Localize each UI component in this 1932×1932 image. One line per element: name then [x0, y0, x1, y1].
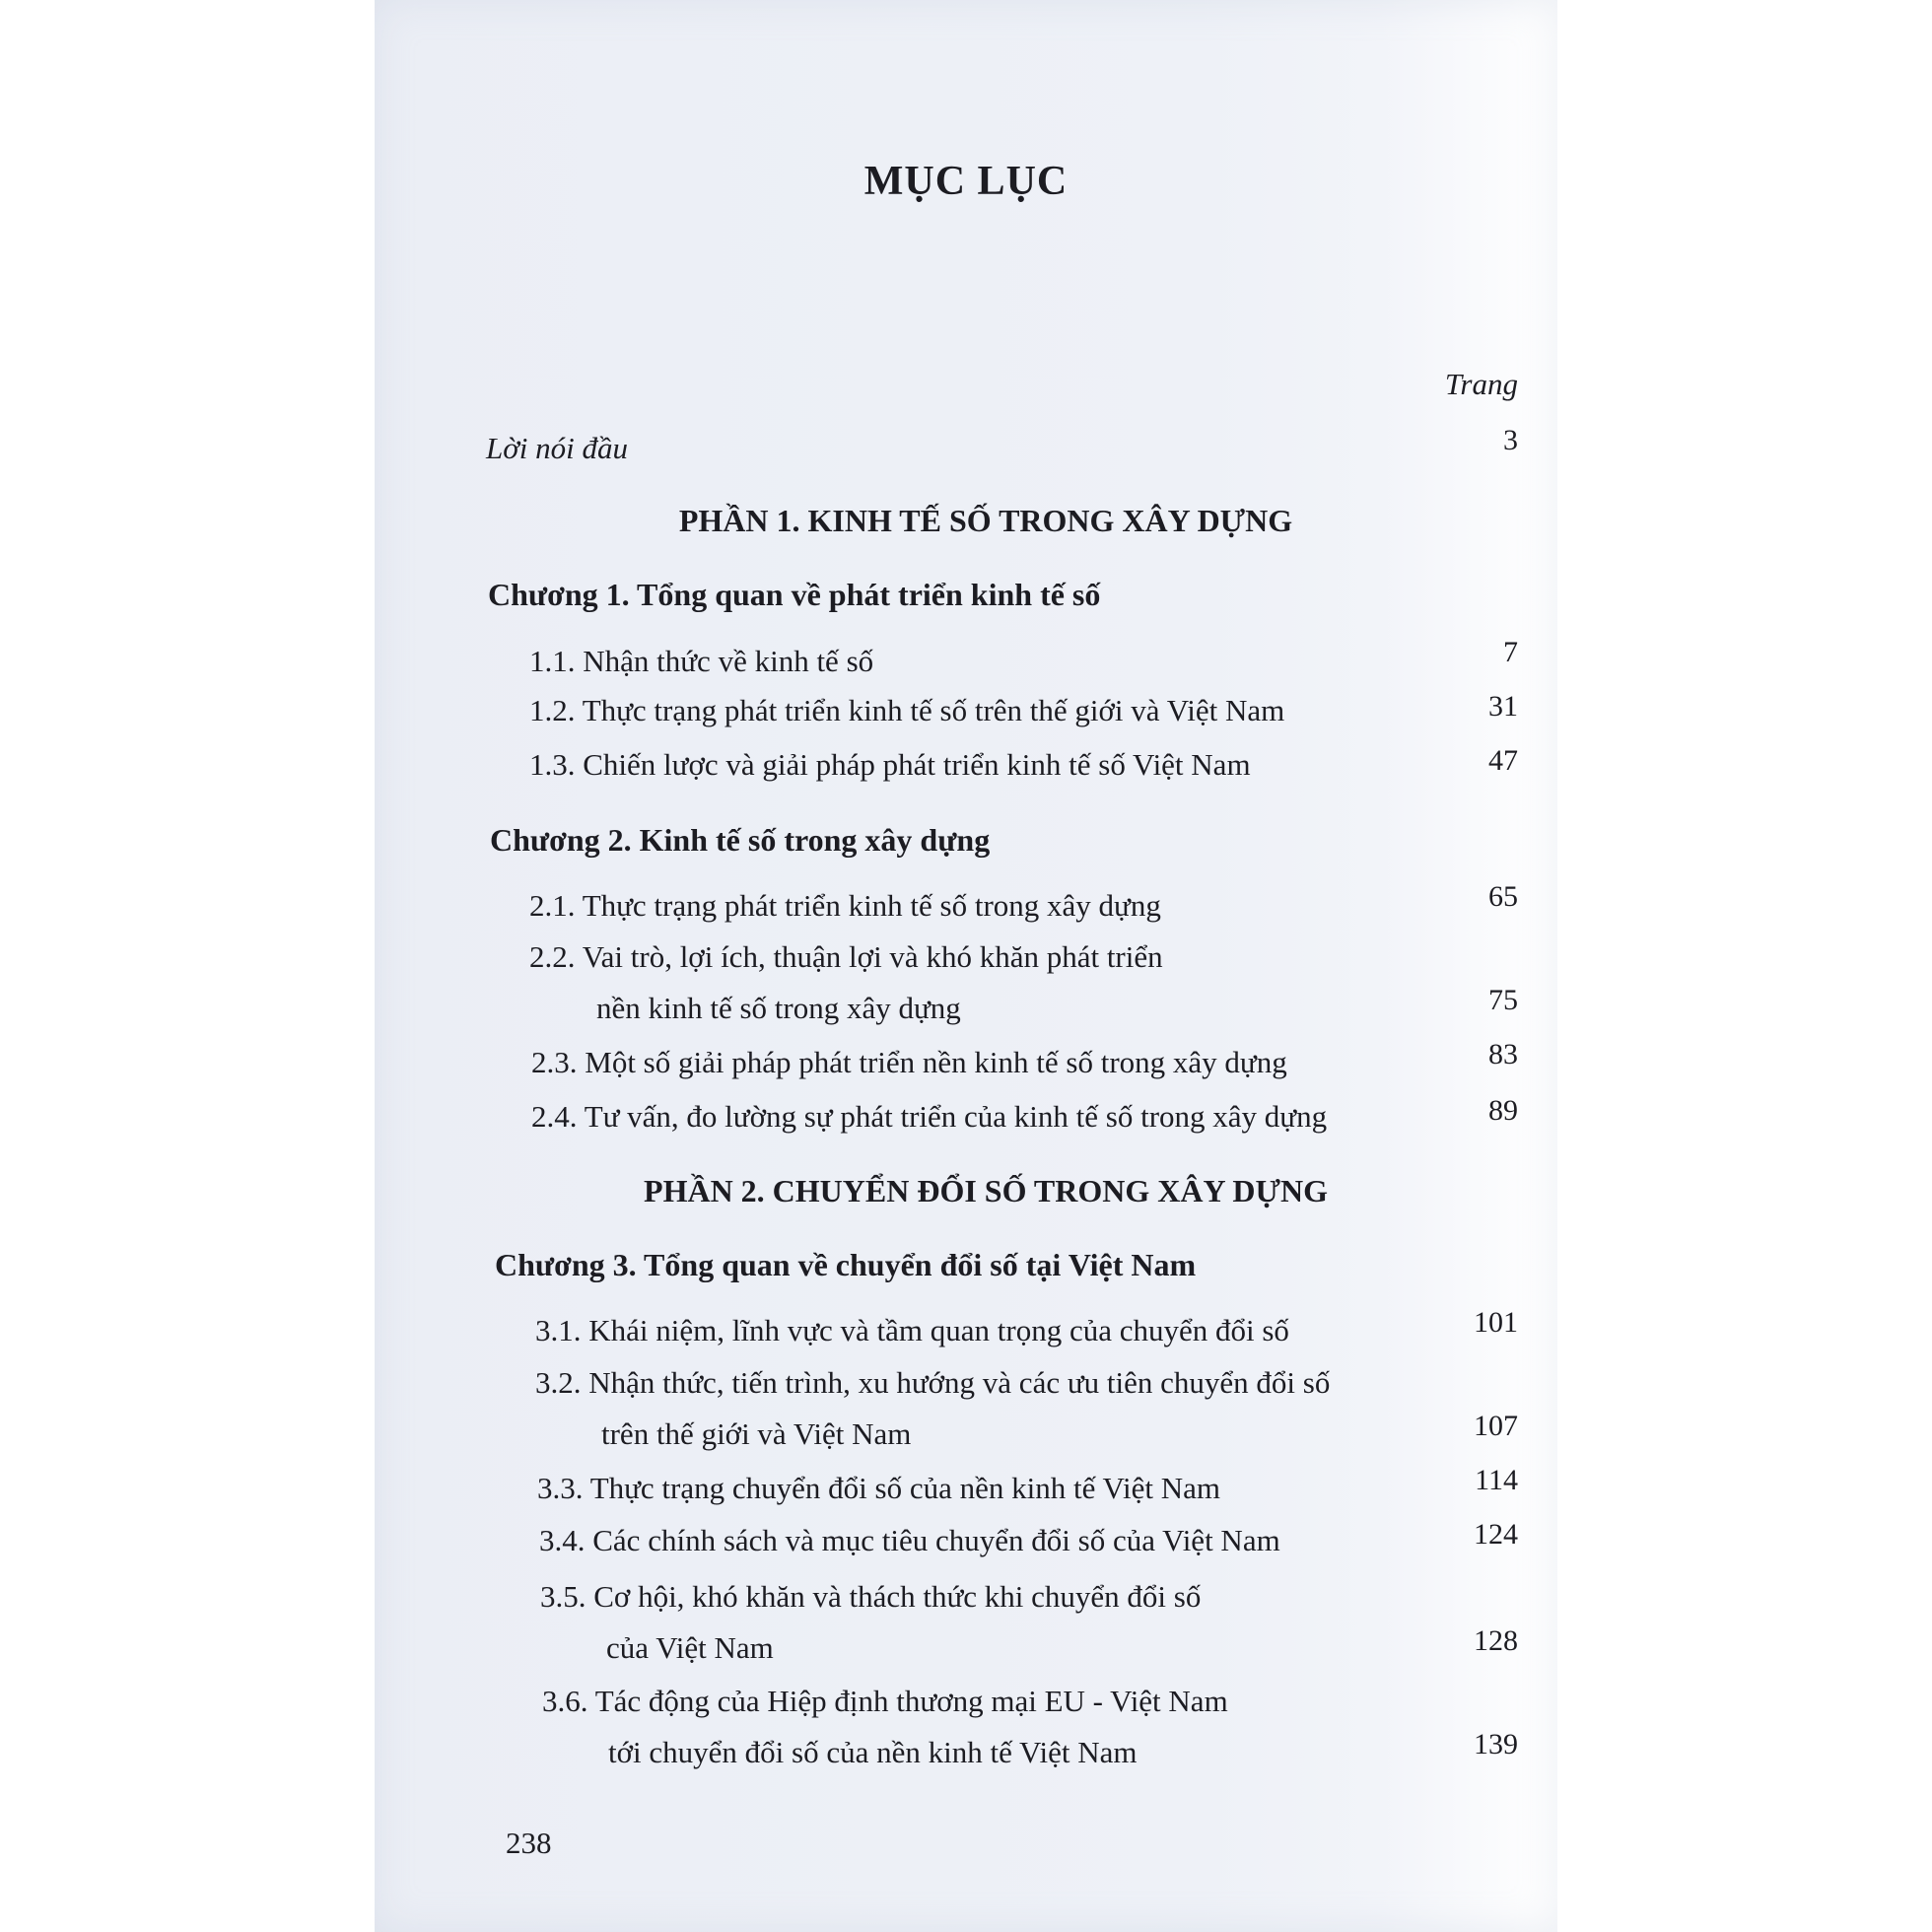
toc-entry: 1.1. Nhận thức về kinh tế số: [529, 644, 874, 678]
toc-entry: 2.4. Tư vấn, đo lường sự phát triển của kinh tế số trong xây dựng: [531, 1099, 1328, 1134]
toc-entry: 3.4. Các chính sách và mục tiêu chuyển đổi số của Việt Nam: [539, 1523, 1280, 1557]
toc-entry-continuation: nền kinh tế số trong xây dựng: [596, 991, 961, 1025]
toc-entry: 2.3. Một số giải pháp phát triển nền kinh tế số trong xây dựng: [531, 1045, 1287, 1079]
toc-page: 47: [1488, 744, 1518, 777]
toc-page: 83: [1488, 1038, 1518, 1070]
toc-entry: 1.3. Chiến lược và giải pháp phát triển kinh tế số Việt Nam: [529, 747, 1251, 782]
toc-page: 107: [1474, 1410, 1518, 1442]
toc-page: 31: [1488, 690, 1518, 723]
chapter-heading: Chương 2. Kinh tế số trong xây dựng: [490, 822, 991, 858]
toc-entry: 3.3. Thực trạng chuyển đổi số của nền kinh tế Việt Nam: [537, 1471, 1221, 1505]
toc-entry: 2.2. Vai trò, lợi ích, thuận lợi và khó khăn phát triển: [529, 939, 1163, 974]
toc-page: 139: [1474, 1728, 1518, 1760]
toc-entry: 3.1. Khái niệm, lĩnh vực và tầm quan trọng của chuyển đổi số: [535, 1313, 1289, 1347]
toc-entry: 2.1. Thực trạng phát triển kinh tế số trong xây dựng: [529, 888, 1161, 923]
preface-page: 3: [1503, 424, 1518, 456]
toc-page: 7: [1503, 636, 1518, 668]
toc-page: 124: [1474, 1518, 1518, 1551]
toc-entry: 3.2. Nhận thức, tiến trình, xu hướng và các ưu tiên chuyển đổi số: [535, 1365, 1331, 1400]
toc-entry: 3.6. Tác động của Hiệp định thương mại EU - Việt Nam: [542, 1684, 1228, 1718]
toc-entry: 1.2. Thực trạng phát triển kinh tế số trên thế giới và Việt Nam: [529, 693, 1285, 727]
toc-page: 101: [1474, 1306, 1518, 1339]
toc-page: 89: [1488, 1094, 1518, 1127]
toc-entry-continuation: trên thế giới và Việt Nam: [601, 1416, 912, 1451]
toc-page: 128: [1474, 1624, 1518, 1657]
toc-entry: 3.5. Cơ hội, khó khăn và thách thức khi chuyển đổi số: [540, 1579, 1202, 1614]
toc-page: 114: [1475, 1464, 1518, 1496]
preface-label: Lời nói đầu: [486, 431, 629, 465]
toc-entry-continuation: của Việt Nam: [606, 1630, 774, 1665]
toc-page: 75: [1488, 984, 1518, 1016]
part-heading: PHẦN 1. KINH TẾ SỐ TRONG XÂY DỰNG: [678, 503, 1293, 538]
book-page: [375, 0, 1557, 1932]
toc-entry-continuation: tới chuyển đổi số của nền kinh tế Việt Nam: [608, 1735, 1138, 1769]
page-number: 238: [506, 1826, 552, 1860]
toc-page: 65: [1488, 880, 1518, 913]
part-heading: PHẦN 2. CHUYỂN ĐỔI SỐ TRONG XÂY DỰNG: [644, 1173, 1328, 1208]
chapter-heading: Chương 1. Tổng quan về phát triển kinh tế số: [488, 577, 1101, 612]
chapter-heading: Chương 3. Tổng quan về chuyển đổi số tại Việt Nam: [495, 1247, 1197, 1282]
page-column-header: Trang: [1444, 367, 1518, 401]
page-title: MỤC LỤC: [863, 159, 1069, 204]
